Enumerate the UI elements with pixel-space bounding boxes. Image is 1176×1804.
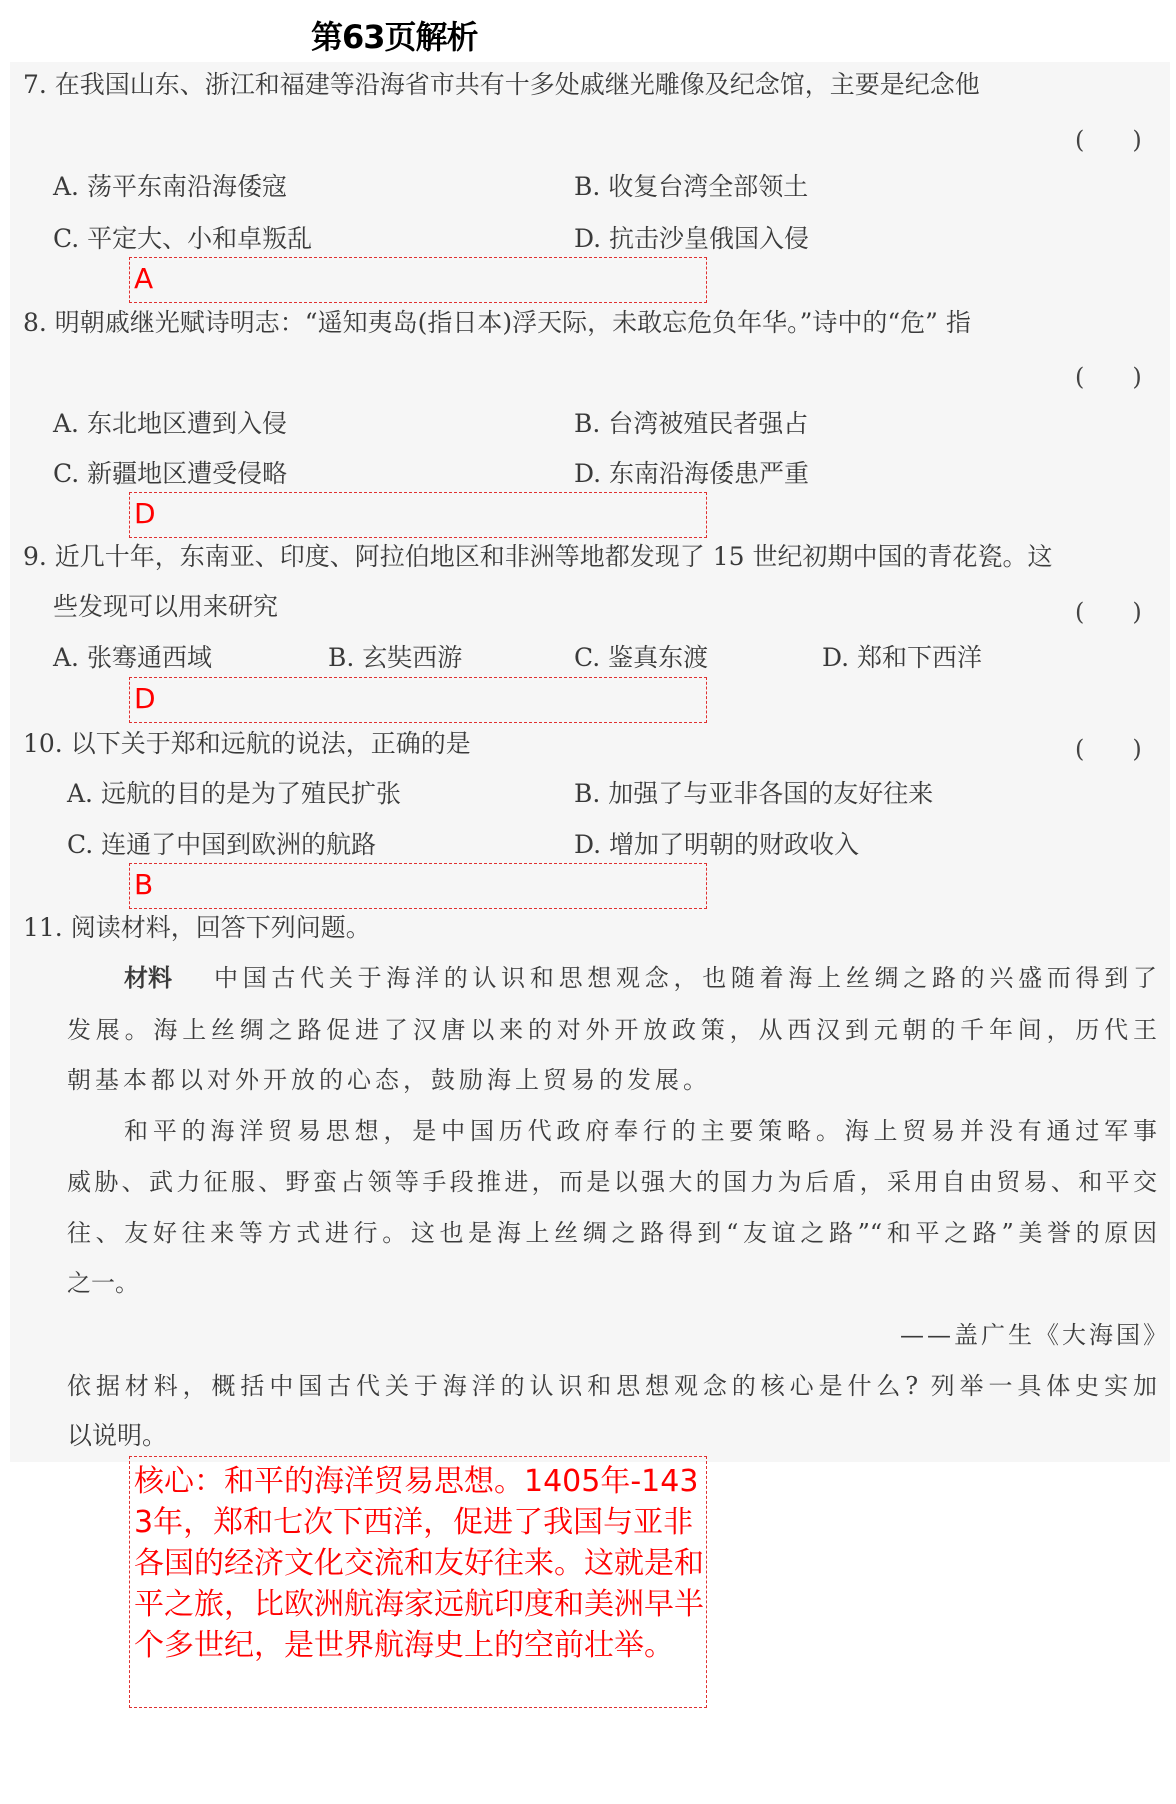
material-line: 发展。海上丝绸之路促进了汉唐以来的对外开放政策，从西汉到元朝的千年间，历代王: [67, 1016, 1157, 1044]
question-10-option-c: C. 连通了中国到欧洲的航路: [67, 830, 377, 859]
question-9-option-c: C. 鉴真东渡: [574, 643, 709, 672]
question-8-option-c: C. 新疆地区遭受侵略: [53, 459, 288, 488]
page-title: 第63页解析: [311, 18, 478, 56]
question-7-answer-paren: ( ): [1075, 126, 1142, 154]
question-8-answer-box: D: [129, 492, 707, 538]
question-7-stem: 7. 在我国山东、浙江和福建等沿海省市共有十多处戚继光雕像及纪念馆，主要是纪念他: [23, 70, 980, 99]
question-11-stem: 11. 阅读材料，回答下列问题。: [23, 913, 371, 942]
question-10-option-b: B. 加强了与亚非各国的友好往来: [574, 779, 934, 808]
question-7-answer-box: A: [129, 257, 707, 303]
question-11-prompt-line2: 以说明。: [67, 1421, 168, 1450]
question-10-option-d: D. 增加了明朝的财政收入: [574, 830, 860, 859]
question-9-answer-paren: ( ): [1075, 598, 1142, 626]
question-8-option-b: B. 台湾被殖民者强占: [574, 409, 809, 438]
question-10-stem: 10. 以下关于郑和远航的说法，正确的是: [23, 729, 471, 758]
question-9-option-a: A. 张骞通西域: [53, 643, 212, 672]
question-10-answer-box: B: [129, 863, 707, 909]
question-7-option-c: C. 平定大、小和卓叛乱: [53, 224, 313, 253]
question-8-stem: 8. 明朝戚继光赋诗明志：“遥知夷岛(指日本)浮天际，未敢忘危负年华。”诗中的“危” 指: [23, 308, 971, 337]
material-line: 中国古代关于海洋的认识和思想观念，也随着海上丝绸之路的兴盛而得到了: [214, 964, 1157, 992]
question-9-option-b: B. 玄奘西游: [328, 643, 463, 672]
material-source: ——盖广生《大海国》: [900, 1321, 1170, 1349]
material-label: 材料: [124, 963, 172, 992]
question-8-option-d: D. 东南沿海倭患严重: [574, 459, 810, 488]
question-10-option-a: A. 远航的目的是为了殖民扩张: [67, 779, 401, 808]
question-8-answer-paren: ( ): [1075, 363, 1142, 391]
question-8-option-a: A. 东北地区遭到入侵: [53, 409, 287, 438]
question-10-answer-paren: ( ): [1075, 735, 1142, 763]
question-9-stem: 9. 近几十年，东南亚、印度、阿拉伯地区和非洲等地都发现了 15 世纪初期中国的青花瓷。这: [23, 542, 1053, 571]
question-9-option-d: D. 郑和下西洋: [822, 643, 983, 672]
question-9-stem-line2: 些发现可以用来研究: [53, 592, 279, 621]
material-line: 往、友好往来等方式进行。这也是海上丝绸之路得到“友谊之路”“和平之路”美誉的原因: [67, 1219, 1157, 1247]
question-7-option-d: D. 抗击沙皇俄国入侵: [574, 224, 810, 253]
material-line: 和平的海洋贸易思想，是中国历代政府奉行的主要策略。海上贸易并没有通过军事: [124, 1117, 1157, 1145]
question-7-option-b: B. 收复台湾全部领土: [574, 172, 809, 201]
question-11-answer-box: 核心：和平的海洋贸易思想。1405年-1433年，郑和七次下西洋，促进了我国与亚非各国的经济文化交流和友好往来。这就是和平之旅，比欧洲航海家远航印度和美洲早半个多世纪，是世界航海史上的空前壮举。: [129, 1456, 707, 1708]
question-7-option-a: A. 荡平东南沿海倭寇: [53, 172, 287, 201]
material-line: 之一。: [67, 1269, 139, 1297]
material-line: 朝基本都以对外开放的心态，鼓励海上贸易的发展。: [67, 1066, 711, 1094]
question-11-prompt: 依据材料，概括中国古代关于海洋的认识和思想观念的核心是什么? 列举一具体史实加: [67, 1372, 1157, 1400]
question-9-answer-box: D: [129, 677, 707, 723]
material-line: 威胁、武力征服、野蛮占领等手段推进，而是以强大的国力为后盾，采用自由贸易、和平交: [67, 1168, 1157, 1196]
